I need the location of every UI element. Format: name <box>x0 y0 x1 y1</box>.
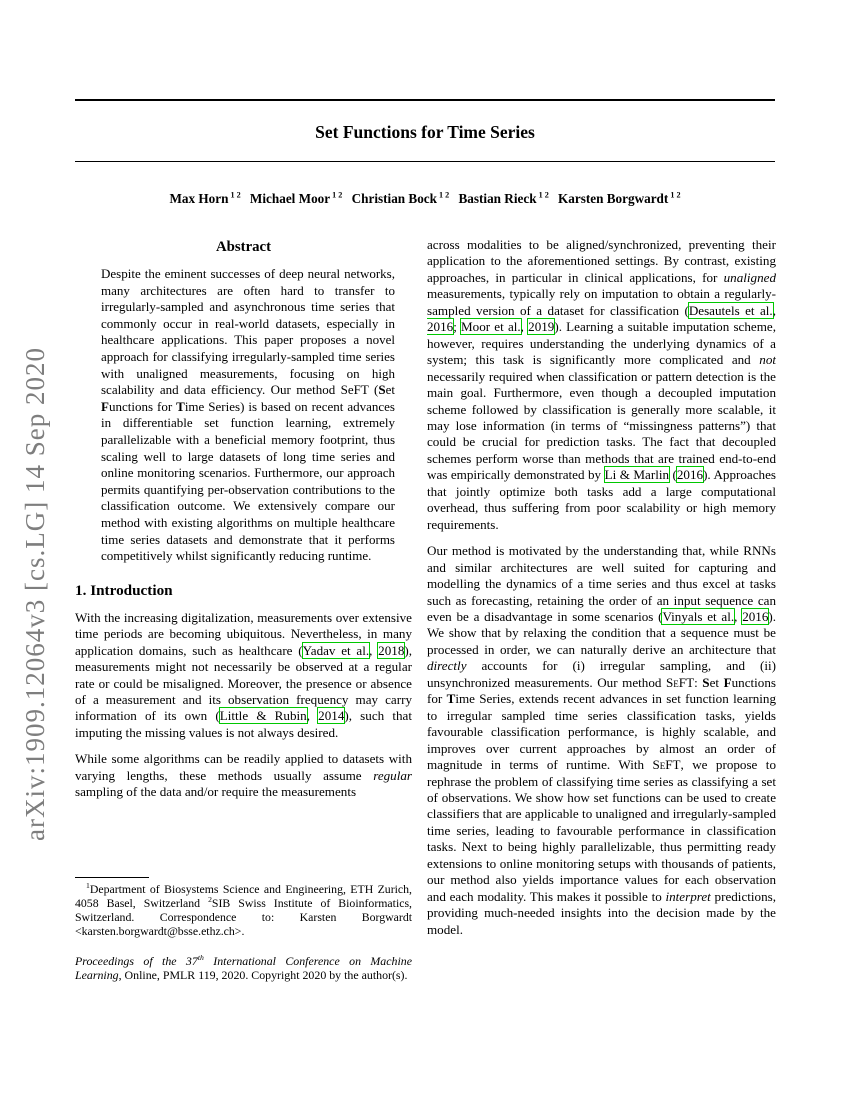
text-segment: ; <box>453 319 462 335</box>
citation-link[interactable]: Moor et al. <box>461 319 521 335</box>
text-segment: Karsten Borgwardt <box>558 191 669 206</box>
text-segment: With the increasing digitalization, measurements over extensive time periods are becoming ubiquitous. Nevertheless, in many application domains, such as healthcare ( <box>75 609 412 658</box>
text-segment: , <box>520 319 529 335</box>
text-segment: ), measurements might not necessarily be observed at a regular rate or could be misaligned. Moreover, the presence or absence of a measurement and its observation frequency may carry information of its own ( <box>75 642 412 724</box>
body-paragraph-continuation <box>427 237 776 533</box>
paper-title: Set Functions for Time Series <box>315 122 535 142</box>
text-segment: regular <box>373 767 412 783</box>
section-heading-introduction: 1. Introduction <box>75 581 173 599</box>
text-segment: While some algorithms can be readily applied to datasets with varying lengths, these methods usually assume <box>75 751 412 783</box>
text-segment: interpret <box>665 888 711 904</box>
right-column <box>427 237 776 1080</box>
author-line <box>75 191 775 207</box>
citation-link[interactable]: Little & Rubin <box>219 708 307 724</box>
citation-link[interactable]: 2019 <box>528 319 555 335</box>
citation-link[interactable]: 2016 <box>742 608 769 624</box>
text-segment: unctions for <box>427 674 776 707</box>
left-column <box>75 237 412 875</box>
intro-paragraph-1 <box>75 610 412 742</box>
text-segment: , Online, PMLR 119, 2020. Copyright 2020 by the author(s). <box>118 968 408 983</box>
text-segment: et <box>709 674 724 690</box>
citation-link[interactable]: Li & Marlin <box>604 467 670 483</box>
text-segment: 1 2 <box>668 190 681 200</box>
text-segment: et <box>385 382 395 398</box>
text-segment: 1 2 <box>228 190 241 200</box>
text-segment: ). We show that by relaxing the condition that a sequence must be processed in order, we can naturally derive an architecture that <box>427 608 776 657</box>
text-segment: , <box>306 708 319 724</box>
text-segment: across modalities to be aligned/synchronized, preventing their application to the aforementioned settings. By contrast, existing approaches, in particular in clinical applications, for <box>427 237 776 285</box>
citation-link[interactable]: 2018 <box>378 642 405 658</box>
text-segment: Despite the eminent successes of deep neural networks, many architectures are often hard to transfer to irregularly-sampled and asynchronous time series that commonly occur in real-world datasets, especially in healthcare applications. This paper proposes a novel approach for classifying irregularly-sampled time series with unaligned measurements, focusing on high scalability and data efficiency. Our method SeFT ( <box>101 266 395 398</box>
text-segment: SIB Swiss Institute of Bioinformatics, Switzerland. Correspondence to: Karsten Borgwardt <karsten.borgwardt@bsse.ethz.ch>. <box>75 896 413 938</box>
text-segment: accounts for (i) irregular sampling, and (ii) unsynchronized measurements. Our method <box>427 658 776 690</box>
text-segment: Proceedings of the 37 <box>75 953 198 968</box>
proceedings-notice <box>75 954 412 982</box>
text-segment: Bastian Rieck <box>458 191 537 206</box>
text-segment: S <box>702 674 710 690</box>
text-segment: F <box>723 674 732 690</box>
text-segment <box>241 191 250 206</box>
text-segment: T <box>446 691 456 707</box>
text-segment: 2 <box>208 895 212 905</box>
text-segment: 1 2 <box>437 190 450 200</box>
text-segment: : <box>694 674 703 690</box>
text-segment: SeFT <box>652 757 681 773</box>
text-segment: International Conference on Machine Learning <box>75 953 412 983</box>
text-segment: ). Approaches that jointly optimize both tasks add a large computational overhead, thus suffering from poor scalability or high memory requirements. <box>427 467 776 532</box>
text-segment: , <box>772 302 776 318</box>
text-segment <box>449 191 458 206</box>
text-segment: ), such that imputing the missing values is not always desired. <box>75 708 412 740</box>
text-segment: directly <box>427 658 467 674</box>
citation-link[interactable]: Desautels et al. <box>688 302 773 318</box>
text-segment: ime Series, extends recent advances in set function learning to irregular sampled time series classification tasks, yields favourable classification performance, is highly scalable, and improves over current approaches by almost an order of magnitude in terms of runtime. With <box>427 691 776 773</box>
text-segment: Our method is motivated by the understanding that, while RNNs and similar architectures are well suited for capturing and modelling the dynamics of a time series and thus excel at tasks such as forecasting, retaining the order of an input sequence can even be a disadvantage in some scenarios ( <box>427 543 776 624</box>
text-segment: sampling of the data and/or require the measurements <box>75 784 357 800</box>
citation-link[interactable]: 2014 <box>318 708 345 724</box>
text-segment: ). Learning a suitable imputation scheme, however, requires understanding the underlying dynamics of a system; this task is significantly more complicated and <box>427 319 776 368</box>
text-segment: Michael Moor <box>249 191 331 206</box>
text-segment <box>549 191 558 206</box>
title-rule-bottom <box>75 161 775 162</box>
text-segment: 1 <box>86 881 90 891</box>
text-segment: S <box>378 382 386 398</box>
text-segment: , <box>734 608 743 624</box>
citation-link[interactable]: 2016 <box>676 467 704 483</box>
text-segment: F <box>101 398 109 414</box>
footnote-rule <box>75 877 149 878</box>
text-segment <box>342 191 351 206</box>
text-segment: predictions, providing much-needed insights into the decision made by the model. <box>427 888 776 937</box>
text-segment: 1 2 <box>330 190 343 200</box>
text-segment: ( <box>669 467 677 483</box>
abstract-heading: Abstract <box>215 239 272 255</box>
text-segment: Christian Bock <box>351 191 437 206</box>
text-segment: , <box>369 642 379 658</box>
text-segment: unaligned <box>723 269 776 285</box>
text-segment: th <box>197 952 204 962</box>
text-segment: unctions for <box>108 398 177 414</box>
arxiv-watermark: arXiv:1909.12064v3 [cs.LG] 14 Sep 2020 <box>20 347 50 841</box>
text-segment: necessarily required when classification or pattern detection is the main goal. Furthermore, even though a decoupled imputation scheme followed by classification is generally more scalable, it may lose information (in terms of “missingness patterns”) that could be crucial for prediction tasks. The fact that decoupled schemes perform worse than methods that are trained end-to-end was empirically demonstrated by <box>427 368 776 483</box>
citation-link[interactable]: Yadav et al. <box>302 642 370 658</box>
text-segment: T <box>176 398 185 414</box>
text-segment: not <box>759 352 776 368</box>
text-segment: ime Series) is based on recent advances in differentiable set function learning, extremely parallelizable with a beneficial memory footprint, thus scaling well to large datasets of long time series and online monitoring scenarios. Furthermore, our approach permits quantifying per-observation contributions to the classification outcome. We extensively compare our method with existing algorithms on multiple healthcare time series datasets and demonstrate that it performs competitively whilst significantly reducing runtime. <box>101 398 395 564</box>
affiliation-footnote <box>75 883 412 939</box>
method-overview-paragraph <box>427 543 776 938</box>
text-segment: , we propose to rephrase the problem of classifying time series as classifying a set of observations. We show how set functions can be used to create classifiers that are applicable to unaligned and irregularly-sampled time series, leading to favourable performance in classification tasks. Next to being highly parallelizable, thus permitting ready extensions to online monitoring setups with thousands of patients, our method also yields importance values for each observation and each modality. This makes it possible to <box>427 757 776 904</box>
intro-paragraph-2 <box>75 751 412 800</box>
text-segment: Max Horn <box>169 191 229 206</box>
abstract-text <box>101 266 395 565</box>
text-segment: 1 2 <box>536 190 549 200</box>
text-segment: measurements, typically rely on imputation to obtain a regularly-sampled version of a dataset for classification ( <box>427 286 776 318</box>
citation-link[interactable]: Vinyals et al. <box>662 608 735 624</box>
title-rule-top <box>75 99 775 101</box>
citation-link[interactable]: 2016 <box>427 319 454 335</box>
footnote-block <box>75 877 412 982</box>
text-segment: SeFT <box>666 674 695 690</box>
text-segment: Department of Biosystems Science and Engineering, ETH Zurich, 4058 Basel, Switzerland <box>75 882 412 911</box>
